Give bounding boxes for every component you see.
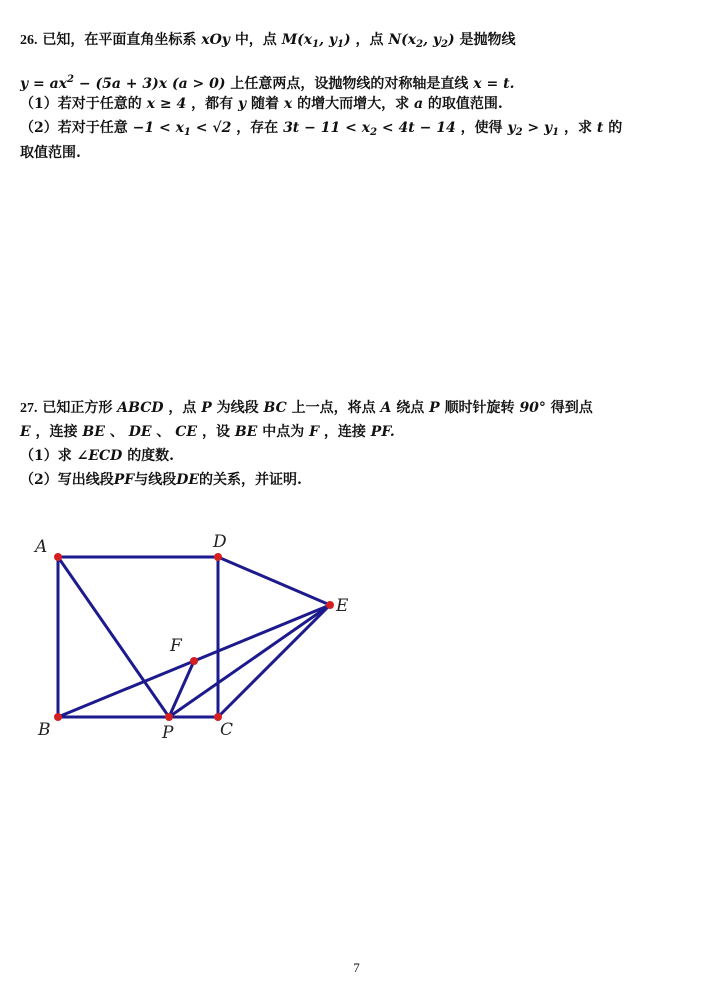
q26-line-1	[20, 30, 700, 55]
q27-number: 27.	[20, 401, 38, 416]
q27-text: ，设	[201, 424, 230, 440]
q26-math: t	[596, 120, 604, 136]
q26-text: ，使得	[460, 120, 503, 136]
q26-text: 的增大而增大，求	[297, 96, 410, 112]
q26-math: xOy	[201, 32, 230, 48]
q27-math: ∠ECD	[76, 448, 123, 464]
q27-text: 的度数.	[127, 448, 175, 464]
q27-text: 得到点	[550, 400, 593, 416]
q27-text: 中点为	[262, 424, 305, 440]
page-number: 7	[353, 960, 360, 975]
q27-line-1	[20, 398, 700, 419]
q26-ineq-2: $3t - 11 < x_2 < 4t - 14$	[283, 120, 456, 138]
q27-text: 顺时针旋转	[444, 400, 515, 416]
label-d: D	[213, 532, 227, 552]
q27-part-2	[20, 470, 700, 490]
q27-text: 、	[156, 424, 171, 440]
q27-math: P	[429, 400, 440, 416]
q27-text: 为线段	[216, 400, 259, 416]
q26-ineq-3: $y_2 > y_1$	[507, 120, 560, 138]
q27-math: A	[380, 400, 392, 416]
q27-line-2	[20, 422, 700, 442]
point-a	[54, 553, 62, 561]
q26-p2-label: （2）若对于任意	[20, 120, 128, 136]
geometry-figure	[20, 525, 360, 750]
q26-ineq-1: $-1 < x_1 < √2$	[132, 120, 232, 138]
q27-math: F	[309, 424, 320, 440]
q26-text: 取值范围.	[20, 145, 81, 161]
q27-math: ABCD	[117, 400, 164, 416]
q27-text: 上一点，将点	[291, 400, 376, 416]
q26-parabola: $y = ax^2 - (5a + 3)x$	[20, 74, 168, 92]
q26-line-2	[20, 70, 700, 94]
q26-math: x ≥ 4	[146, 96, 187, 112]
point-p	[165, 713, 173, 721]
q26-math: a	[413, 96, 424, 112]
q26-condition: (a > 0)	[171, 76, 226, 92]
q26-p1-label: （1）若对于任意的	[20, 96, 142, 112]
q26-point-n: $N(x_2$, $y_2$)	[388, 32, 455, 50]
q26-axis: x = t.	[473, 76, 515, 92]
q26-part-2-cont	[20, 143, 700, 163]
q26-math: x	[283, 96, 293, 112]
q27-math: 90°	[519, 400, 546, 416]
q26-text: ，求	[564, 120, 593, 136]
q27-math: CE	[175, 424, 198, 440]
q27-text: 的关系，并证明.	[199, 472, 302, 488]
q27-text: ，连接	[35, 424, 78, 440]
segment-de	[218, 557, 330, 605]
q27-math: DE	[128, 424, 152, 440]
q27-math: PF	[113, 472, 135, 488]
label-a: A	[35, 537, 48, 557]
q26-text: 上任意两点，设抛物线的对称轴是直线	[230, 76, 469, 92]
q27-p1-label: （1）求	[20, 448, 72, 464]
q27-math: PF.	[370, 424, 395, 440]
q26-text: 是抛物线	[459, 32, 516, 48]
q27-text: ，连接	[323, 424, 366, 440]
q26-text: ，点	[355, 32, 384, 48]
q27-part-1	[20, 446, 700, 466]
q27-math: E	[20, 424, 31, 440]
q27-math: BE	[234, 424, 258, 440]
q26-text: 已知，在平面直角坐标系	[42, 32, 197, 48]
point-e	[326, 601, 334, 609]
q27-math: BC	[263, 400, 287, 416]
q26-text: 中，点	[234, 32, 277, 48]
label-f: F	[170, 636, 182, 656]
q27-p2-label: （2）写出线段	[20, 472, 114, 488]
label-p: P	[162, 723, 174, 743]
q26-point-m: $M(x_1$, $y_1$)	[281, 32, 351, 50]
point-b	[54, 713, 62, 721]
q27-text: ，点	[168, 400, 197, 416]
q26-text: 的	[608, 120, 623, 136]
q27-text: 与线段	[134, 472, 177, 488]
q26-part-2	[20, 118, 700, 143]
q27-math: BE	[82, 424, 105, 440]
point-d	[214, 553, 222, 561]
q27-math: DE	[176, 472, 200, 488]
q26-part-1	[20, 94, 700, 114]
q27-math: P	[201, 400, 212, 416]
q27-text: 已知正方形	[42, 400, 113, 416]
q27-text: 绕点	[396, 400, 425, 416]
label-c: C	[220, 720, 234, 740]
label-b: B	[38, 720, 51, 740]
segment-ce	[218, 605, 330, 717]
q26-number: 26.	[20, 33, 38, 48]
point-f	[190, 657, 198, 665]
q26-text: ，存在	[236, 120, 279, 136]
q26-math: y	[237, 96, 247, 112]
q27-text: 、	[109, 424, 124, 440]
q26-text: ，都有	[191, 96, 234, 112]
q26-text: 随着	[250, 96, 279, 112]
label-e: E	[336, 596, 349, 616]
q26-text: 的取值范围.	[427, 96, 503, 112]
